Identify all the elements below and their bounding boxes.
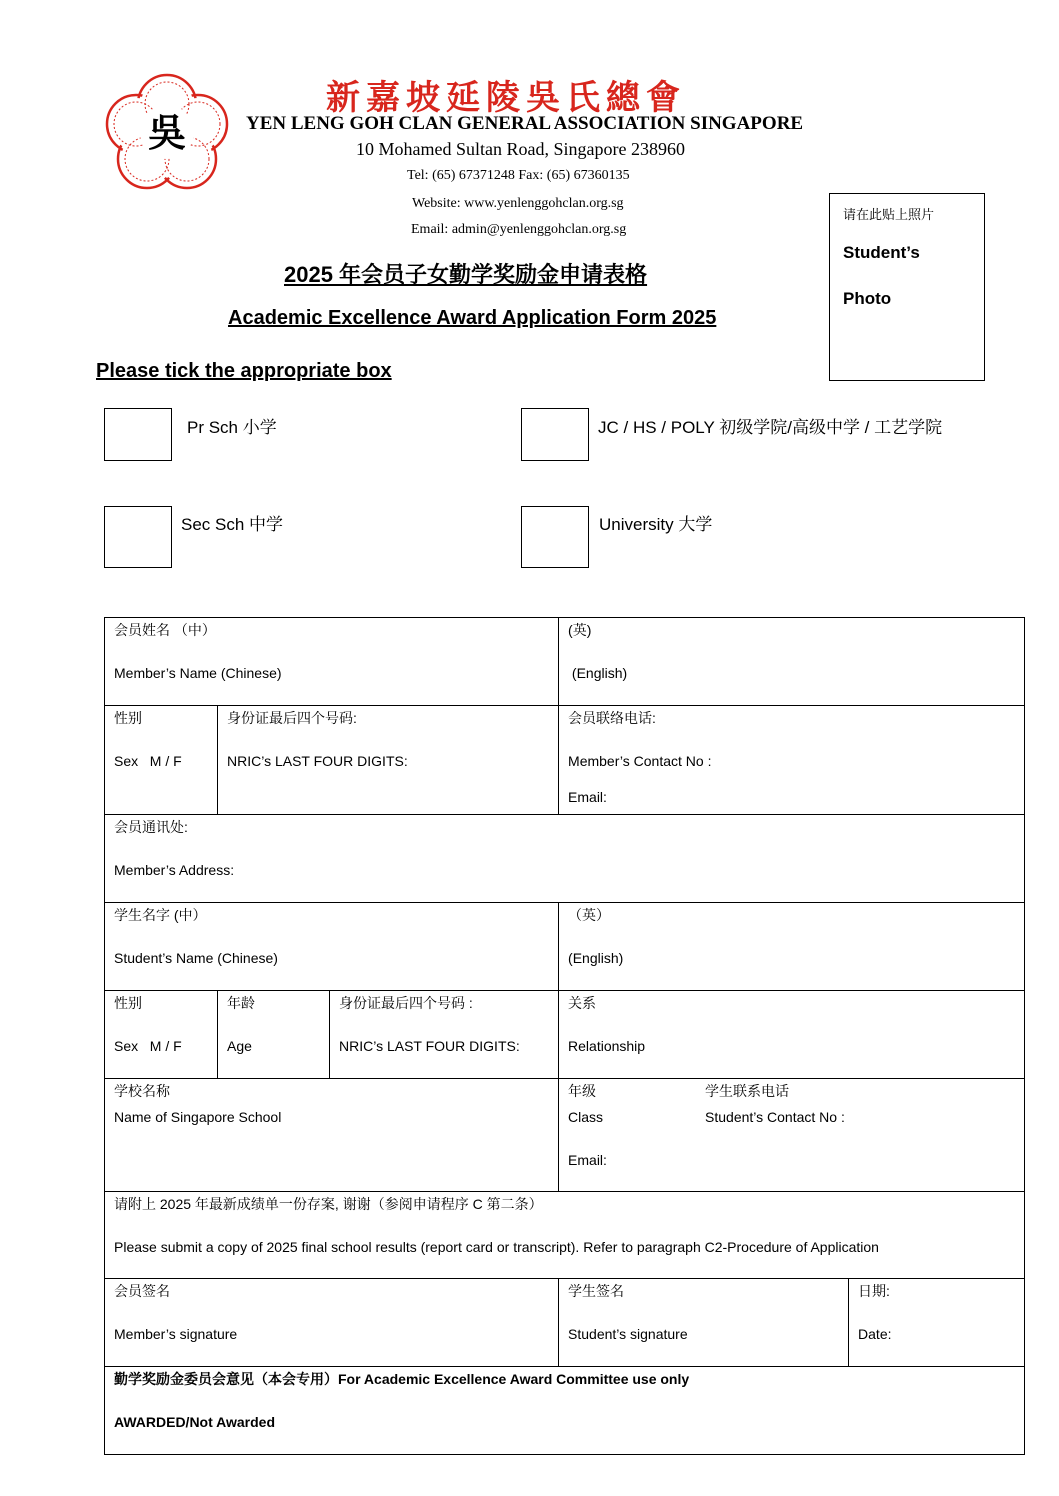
- student-age-en-label: Age: [227, 1038, 252, 1054]
- member-signature-field[interactable]: [105, 1279, 559, 1367]
- member-name-eng-cn-label: (英): [568, 622, 592, 638]
- committee-row: [105, 1367, 1025, 1455]
- checkbox-jc-hs-poly-label: JC / HS / POLY 初级学院/高级中学 / 工艺学院: [598, 418, 943, 437]
- checkbox-university-label: University 大学: [599, 515, 713, 534]
- student-sex-field[interactable]: [105, 991, 218, 1079]
- member-name-eng-field[interactable]: [559, 618, 1025, 706]
- member-sig-en-label: Member’s signature: [114, 1326, 238, 1342]
- member-address-row: [105, 815, 1025, 903]
- student-name-en-label: Student’s Name (Chinese): [114, 950, 278, 966]
- relationship-field[interactable]: [559, 991, 1025, 1079]
- member-nric-en-label: NRIC’s LAST FOUR DIGITS:: [227, 753, 408, 769]
- member-address-cn-label: 会员通讯处:: [114, 819, 188, 835]
- results-row: [105, 1192, 1025, 1279]
- committee-field: [105, 1367, 1025, 1455]
- signature-row: [105, 1279, 1025, 1367]
- member-name-cn-label: 会员姓名 （中）: [114, 622, 216, 638]
- checkbox-sec-sch[interactable]: [104, 506, 172, 568]
- org-name-en: YEN LENG GOH CLAN GENERAL ASSOCIATION SINGAPORE: [246, 113, 804, 134]
- class-cn-label: 年级: [568, 1083, 597, 1099]
- member-name-cn-field[interactable]: [105, 618, 559, 706]
- member-name-en-label: Member’s Name (Chinese): [114, 665, 282, 681]
- relationship-cn-label: 关系: [568, 995, 597, 1011]
- checkbox-jc-hs-poly[interactable]: [521, 408, 589, 461]
- student-details-row: [105, 991, 1025, 1079]
- member-contact-field[interactable]: [559, 706, 1025, 815]
- school-en-label: Name of Singapore School: [114, 1109, 282, 1125]
- form-title-en: Academic Excellence Award Application Form 2025: [228, 307, 717, 329]
- member-name-row: [105, 618, 1025, 706]
- student-sig-cn-label: 学生签名: [568, 1283, 625, 1299]
- member-nric-cn-label: 身份证最后四个号码:: [227, 710, 357, 726]
- date-field[interactable]: [849, 1279, 1025, 1367]
- logo-glyph: 吳: [147, 110, 187, 155]
- student-contact-cn-label: 学生联系电话: [705, 1083, 790, 1099]
- application-form-table: [104, 617, 1025, 1455]
- student-nric-en-label: NRIC’s LAST FOUR DIGITS:: [339, 1038, 520, 1054]
- clan-logo: [103, 70, 231, 190]
- student-age-cn-label: 年龄: [227, 995, 255, 1011]
- photo-box-cn: 请在此贴上照片: [843, 207, 935, 222]
- student-nric-field[interactable]: [330, 991, 559, 1079]
- student-sex-en-label: Sex M / F: [114, 1038, 182, 1054]
- org-email: Email: admin@yenlenggohclan.org.sg: [411, 222, 627, 237]
- results-cn-label: 请附上 2025 年最新成绩单一份存案, 谢谢（参阅申请程序 C 第二条）: [114, 1196, 543, 1212]
- student-name-cn-label: 学生名字 (中）: [114, 907, 207, 923]
- student-name-eng-en-label: (English): [568, 950, 624, 966]
- student-sig-en-label: Student’s signature: [568, 1326, 688, 1342]
- student-contact-en-label: Student’s Contact No :: [705, 1109, 845, 1125]
- school-cn-label: 学校名称: [114, 1083, 170, 1099]
- date-cn-label: 日期:: [858, 1283, 890, 1299]
- member-address-en-label: Member’s Address:: [114, 862, 235, 878]
- school-row: [105, 1079, 1025, 1192]
- member-sex-en-label: Sex M / F: [114, 753, 182, 769]
- committee-label: 勤学奖励金委员会意见（本会专用）For Academic Excellence Award Committee use only: [114, 1371, 690, 1387]
- student-signature-field[interactable]: [559, 1279, 849, 1367]
- student-name-row: [105, 903, 1025, 991]
- member-name-eng-en-label: (English): [568, 665, 628, 681]
- member-email-label: Email:: [568, 789, 607, 805]
- checkbox-university[interactable]: [521, 506, 589, 568]
- student-name-cn-field[interactable]: [105, 903, 559, 991]
- class-contact-field[interactable]: [559, 1079, 1025, 1192]
- relationship-en-label: Relationship: [568, 1038, 646, 1054]
- checkbox-pr-sch-label: Pr Sch 小学: [187, 418, 277, 437]
- photo-box-line1: Student’s: [843, 243, 920, 262]
- results-en-label: Please submit a copy of 2025 final school results (report card or transcript). Refer to paragraph C2-Procedure of Application: [114, 1239, 879, 1255]
- member-sig-cn-label: 会员签名: [114, 1283, 170, 1299]
- member-details-row: [105, 706, 1025, 815]
- photo-box-line2: Photo: [843, 289, 892, 308]
- member-address-field[interactable]: [105, 815, 1025, 903]
- student-sex-cn-label: 性别: [114, 995, 142, 1011]
- student-age-field[interactable]: [218, 991, 330, 1079]
- member-contact-en-label: Member’s Contact No :: [568, 753, 712, 769]
- member-sex-cn-label: 性别: [114, 710, 142, 726]
- awarded-label: AWARDED/Not Awarded: [114, 1414, 276, 1430]
- member-sex-field[interactable]: [105, 706, 218, 815]
- class-en-label: Class: [568, 1109, 604, 1125]
- form-title-cn: 2025 年会员子女勤学奖励金申请表格: [284, 262, 648, 287]
- date-en-label: Date:: [858, 1326, 892, 1342]
- checkbox-pr-sch[interactable]: [104, 408, 172, 461]
- student-email-label: Email:: [568, 1152, 607, 1168]
- student-nric-cn-label: 身份证最后四个号码 :: [339, 995, 473, 1011]
- member-nric-field[interactable]: [218, 706, 559, 815]
- member-contact-cn-label: 会员联络电话:: [568, 710, 656, 726]
- results-note: [105, 1192, 1025, 1279]
- student-photo-box[interactable]: [829, 193, 985, 381]
- org-name-cn: 新嘉坡延陵吳氏總會: [326, 78, 686, 118]
- student-name-eng-cn-label: （英）: [568, 907, 611, 923]
- org-tel-fax: Tel: (65) 67371248 Fax: (65) 67360135: [407, 168, 630, 183]
- checkbox-sec-sch-label: Sec Sch 中学: [181, 515, 284, 534]
- school-name-field[interactable]: [105, 1079, 559, 1192]
- org-address: 10 Mohamed Sultan Road, Singapore 238960: [356, 139, 685, 159]
- org-website: Website: www.yenlenggohclan.org.sg: [412, 196, 624, 211]
- tick-instruction: Please tick the appropriate box: [96, 360, 392, 382]
- student-name-eng-field[interactable]: [559, 903, 1025, 991]
